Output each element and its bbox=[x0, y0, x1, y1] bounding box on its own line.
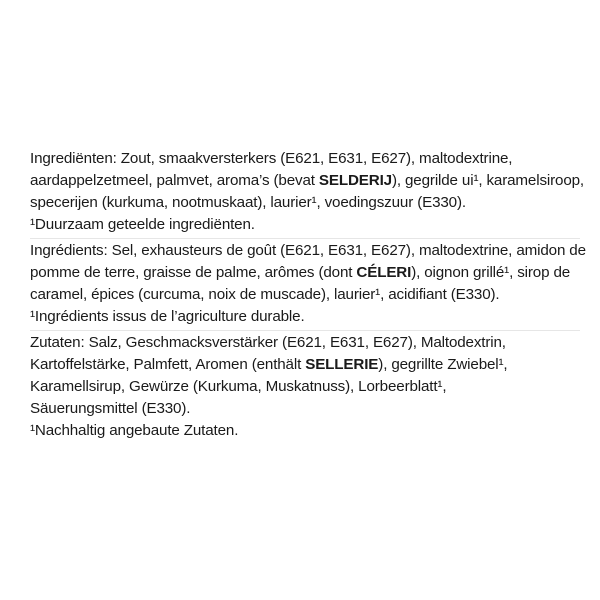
ingredients-line bbox=[30, 284, 580, 306]
ingredient-text: ¹Duurzaam geteelde ingrediënten. bbox=[30, 216, 255, 233]
ingredient-text: ¹Nachhaltig angebaute Zutaten. bbox=[30, 422, 239, 439]
ingredient-text: pomme de terre, graisse de palme, arômes (dont bbox=[30, 264, 357, 281]
ingredient-text: aardappelzetmeel, palmvet, aroma’s (bevat bbox=[30, 172, 319, 189]
ingredient-text: Säuerungsmittel (E330). bbox=[30, 400, 191, 417]
allergen-text: SELDERIJ bbox=[318, 172, 392, 189]
allergen-text: CÉLERI bbox=[356, 264, 412, 281]
ingredients-panel bbox=[30, 148, 586, 444]
ingredients-line bbox=[30, 148, 580, 170]
ingredient-text: ), oignon grillé¹, sirop de bbox=[411, 264, 571, 281]
ingredient-text: specerijen (kurkuma, nootmuskaat), laurier¹, voedingszuur (E330). bbox=[30, 194, 466, 211]
ingredients-line bbox=[30, 398, 580, 420]
ingredient-text: Ingrediënten: Zout, smaakversterkers (E621, E631, E627), maltodextrine, bbox=[30, 150, 513, 167]
ingredients-line bbox=[30, 262, 580, 284]
ingredients-line bbox=[30, 354, 580, 376]
ingredient-text: ), gegrillte Zwiebel¹, bbox=[378, 356, 508, 373]
ingredient-text: Karamellsirup, Gewürze (Kurkuma, Muskatnuss), Lorbeerblatt¹, bbox=[30, 378, 447, 395]
ingredients-line bbox=[30, 192, 580, 214]
ingredient-text: Ingrédients: Sel, exhausteurs de goût (E621, E631, E627), maltodextrine, amidon de bbox=[30, 242, 586, 259]
ingredients-line bbox=[30, 332, 580, 354]
ingredients-block-de bbox=[30, 330, 580, 444]
ingredients-block-nl bbox=[30, 148, 584, 238]
ingredient-text: Kartoffelstärke, Palmfett, Aromen (enthält bbox=[30, 356, 306, 373]
ingredients-line bbox=[30, 214, 580, 236]
allergen-text: SELLERIE bbox=[305, 356, 379, 373]
ingredient-text: ), gegrilde ui¹, karamelsiroop, bbox=[391, 172, 584, 189]
ingredient-text: caramel, épices (curcuma, noix de muscade), laurier¹, acidifiant (E330). bbox=[30, 286, 500, 303]
ingredient-text: ¹Ingrédients issus de l’agriculture durable. bbox=[30, 308, 305, 325]
ingredients-line bbox=[30, 306, 580, 328]
ingredients-line bbox=[30, 170, 584, 192]
ingredient-text: Zutaten: Salz, Geschmacksverstärker (E621, E631, E627), Maltodextrin, bbox=[30, 334, 506, 351]
ingredients-line bbox=[30, 240, 586, 262]
ingredients-line bbox=[30, 420, 580, 442]
ingredients-block-fr bbox=[30, 238, 586, 330]
ingredients-line bbox=[30, 376, 580, 398]
